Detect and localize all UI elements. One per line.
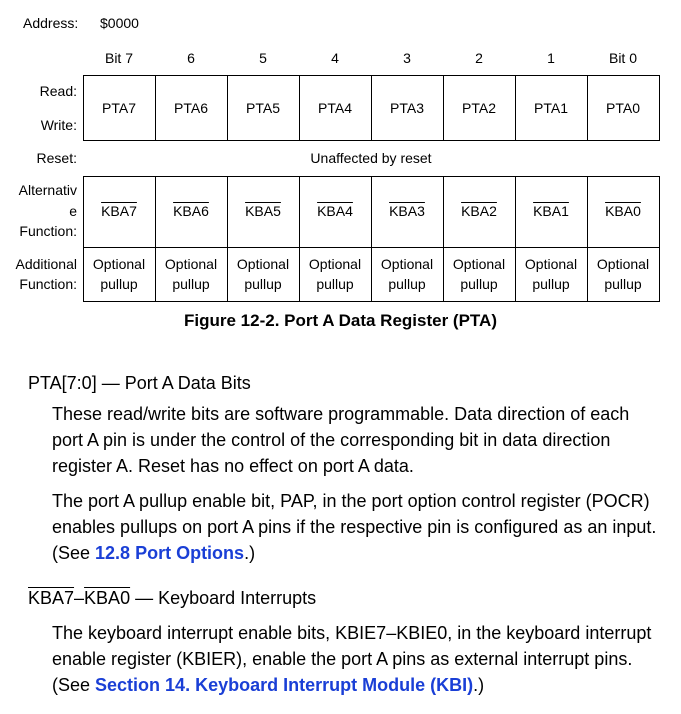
paragraph-tail: .) <box>244 543 256 563</box>
reset-label: Reset: <box>36 150 77 166</box>
address-label: Address: <box>23 15 79 31</box>
alt-function-cell: KBA1 <box>533 203 569 219</box>
additional-function-cell-line2: pullup <box>316 276 354 292</box>
additional-function-cell-line1: Optional <box>308 256 362 272</box>
read-label: Read: <box>39 83 77 99</box>
alt-function-label-line3: Function: <box>19 223 77 239</box>
additional-function-cell-line2: pullup <box>460 276 498 292</box>
rw-cell: PTA1 <box>534 100 568 116</box>
figure-caption: Figure 12-2. Port A Data Register (PTA) <box>184 311 497 330</box>
bit-header: Bit 0 <box>608 50 637 66</box>
bit-header: 3 <box>403 50 411 66</box>
port-options-link[interactable]: 12.8 Port Options <box>95 543 245 563</box>
additional-function-cell-line1: Optional <box>164 256 218 272</box>
bit-header: 4 <box>331 50 339 66</box>
paragraph-text: The keyboard interrupt enable bits, KBIE7–KBIE0, in the keyboard interrupt enable register (KBIER), enable the port A pins as external interrupt pins. (See <box>52 623 652 695</box>
rw-cell: PTA4 <box>318 100 352 116</box>
kba0-overbar: KBA0 <box>84 588 131 608</box>
section-heading-pta: PTA[7:0] — Port A Data Bits <box>28 373 251 393</box>
alt-function-cell: KBA4 <box>317 203 353 219</box>
additional-function-cell-line1: Optional <box>92 256 146 272</box>
additional-function-cell-line1: Optional <box>524 256 578 272</box>
rw-cell: PTA3 <box>390 100 424 116</box>
kbi-section-link[interactable]: Section 14. Keyboard Interrupt Module (KBI) <box>95 675 474 695</box>
section-paragraph-pta-1: These read/write bits are software programmable. Data direction of each port A pin is under the control of the corresponding bit in data direction register A. Reset has no effect on port A data. <box>52 404 630 476</box>
grid-divider <box>659 176 660 302</box>
bit-header: 2 <box>475 50 483 66</box>
additional-function-cell-line2: pullup <box>172 276 210 292</box>
reset-value: Unaffected by reset <box>310 150 432 166</box>
additional-function-cell-line2: pullup <box>100 276 138 292</box>
alt-function-cell: KBA5 <box>245 203 281 219</box>
grid-divider <box>659 75 660 141</box>
additional-function-cell-line1: Optional <box>596 256 650 272</box>
additional-function-cell-line1: Optional <box>452 256 506 272</box>
rw-cell: PTA7 <box>102 100 136 116</box>
address-value: $0000 <box>100 15 139 31</box>
additional-function-cell-line2: pullup <box>532 276 570 292</box>
alt-function-label-line2: e <box>69 203 77 219</box>
section-paragraph-kba <box>52 620 667 698</box>
alt-function-label-line1: Alternativ <box>18 182 77 198</box>
rw-cell: PTA2 <box>462 100 496 116</box>
kba7-overbar: KBA7 <box>28 588 75 608</box>
bit-header: 5 <box>259 50 267 66</box>
rw-cell: PTA0 <box>606 100 640 116</box>
rw-cell: PTA6 <box>174 100 208 116</box>
additional-function-label-line2: Function: <box>19 276 77 292</box>
alt-function-cell: KBA3 <box>389 203 425 219</box>
alt-function-cell: KBA7 <box>101 203 137 219</box>
alt-function-cell: KBA2 <box>461 203 497 219</box>
bit-header: 1 <box>547 50 555 66</box>
bit-header: 6 <box>187 50 195 66</box>
additional-function-cell-line1: Optional <box>380 256 434 272</box>
additional-function-cell-line1: Optional <box>236 256 290 272</box>
section-paragraph-pta-2 <box>52 488 662 566</box>
additional-function-cell-line2: pullup <box>244 276 282 292</box>
paragraph-tail: .) <box>473 675 485 695</box>
additional-function-cell-line2: pullup <box>388 276 426 292</box>
write-label: Write: <box>40 117 77 133</box>
bit-header: Bit 7 <box>104 50 133 66</box>
rw-cell: PTA5 <box>246 100 280 116</box>
additional-function-label-line1: Additional <box>15 256 77 272</box>
alt-function-cell: KBA6 <box>173 203 209 219</box>
paragraph-text: The port A pullup enable bit, PAP, in the port option control register (POCR) enables pullups on port A pins if the respective pin is configured as an input. (See <box>52 491 657 563</box>
additional-function-cell-line2: pullup <box>604 276 642 292</box>
alt-function-cell: KBA0 <box>605 203 641 219</box>
section-heading-kba: KBA7–KBA0 — Keyboard Interrupts <box>28 588 317 608</box>
